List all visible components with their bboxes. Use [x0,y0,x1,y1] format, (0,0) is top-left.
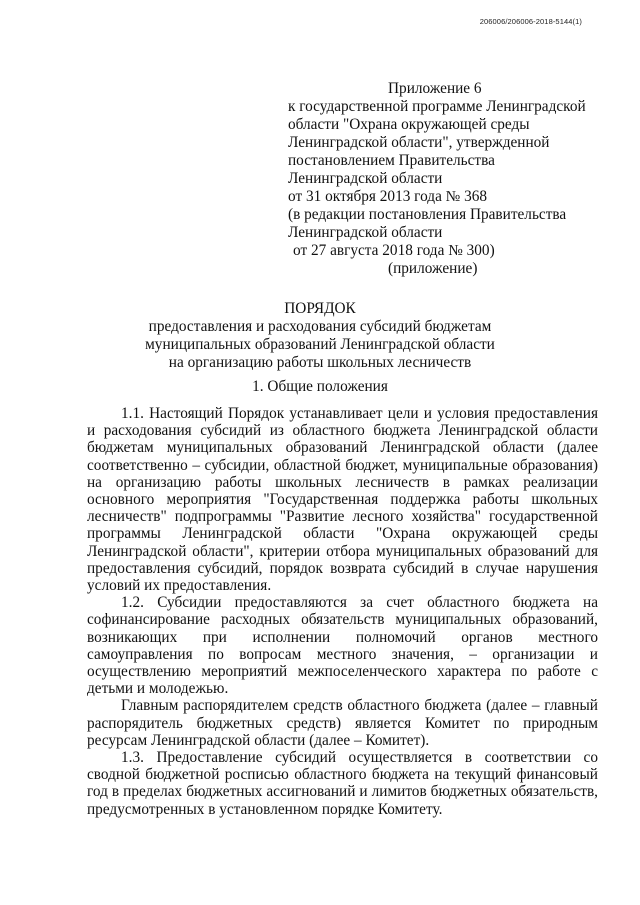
appendix-line: к государственной программе Ленинградской [288,98,586,115]
subtitle-line: предоставления и расходования субсидий бюджетам [148,318,492,335]
paragraph-main-manager: Главным распорядителем средств областного бюджета (далее – главный распорядитель бюджетных средств) является Комитет по природным ресурсам Ленинградской области (далее – Комитет). [87,697,598,749]
appendix-line: Ленинградской области [288,224,443,241]
appendix-revision-date: от 27 августа 2018 года № 300) [293,242,495,259]
paragraph-1-3: 1.3. Предоставление субсидий осуществляется в соответствии со сводной бюджетной росписью областного бюджета на текущий финансовый год в пределах бюджетных ассигнований и лимитов бюджетных обязательств, предусмотренных в установленном порядке Комитету. [87,749,598,818]
appendix-line: постановлением Правительства [288,152,495,169]
section-title: 1. Общие положения [252,378,388,395]
appendix-block [288,80,608,278]
appendix-title: Приложение 6 [388,80,482,97]
paragraph-1-1: 1.1. Настоящий Порядок устанавливает цели и условия предоставления и расходования субсидий из областного бюджета Ленинградской области бюджетам муниципальных образований Ленинградской области (далее соответственно – субсидии, областной бюджет, муниципальные образования) на организацию работы школьных лесничеств в рамках реализации основного мероприятия "Государственная поддержка работы школьных лесничеств" подпрограммы "Развитие лесного хозяйства" государственной программы Ленинградской области "Охрана окружающей среды Ленинградской области", критерии отбора муниципальных образований для предоставления субсидий, порядок возврата субсидий в случае нарушения условий их предоставления. [87,405,598,595]
document-title [0,300,640,318]
document-body [87,405,598,818]
appendix-note: (приложение) [388,260,478,277]
appendix-line: (в редакции постановления Правительства [288,206,567,223]
subtitle-line: муниципальных образований Ленинградской области [145,336,495,353]
document-title-text: ПОРЯДОК [284,300,356,317]
appendix-line: Ленинградской области [288,170,443,187]
appendix-line: Ленинградской области", утвержденной [288,134,550,151]
appendix-line: области "Охрана окружающей среды [288,116,530,133]
document-subtitle [0,318,640,372]
paragraph-1-2: 1.2. Субсидии предоставляются за счет областного бюджета на софинансирование расходных обязательств муниципальных образований, возникающих при исполнении полномочий органов местного самоуправления по вопросам местного значения, – организации и осуществлению мероприятий межпоселенческого характера по работе с детьми и молодежью. [87,594,598,698]
subtitle-line: на организацию работы школьных лесничеств [168,354,472,371]
appendix-line: от 31 октября 2013 года № 368 [288,188,488,205]
section-heading [0,378,640,396]
document-id: 206006/206006-2018-5144(1) [479,17,582,26]
